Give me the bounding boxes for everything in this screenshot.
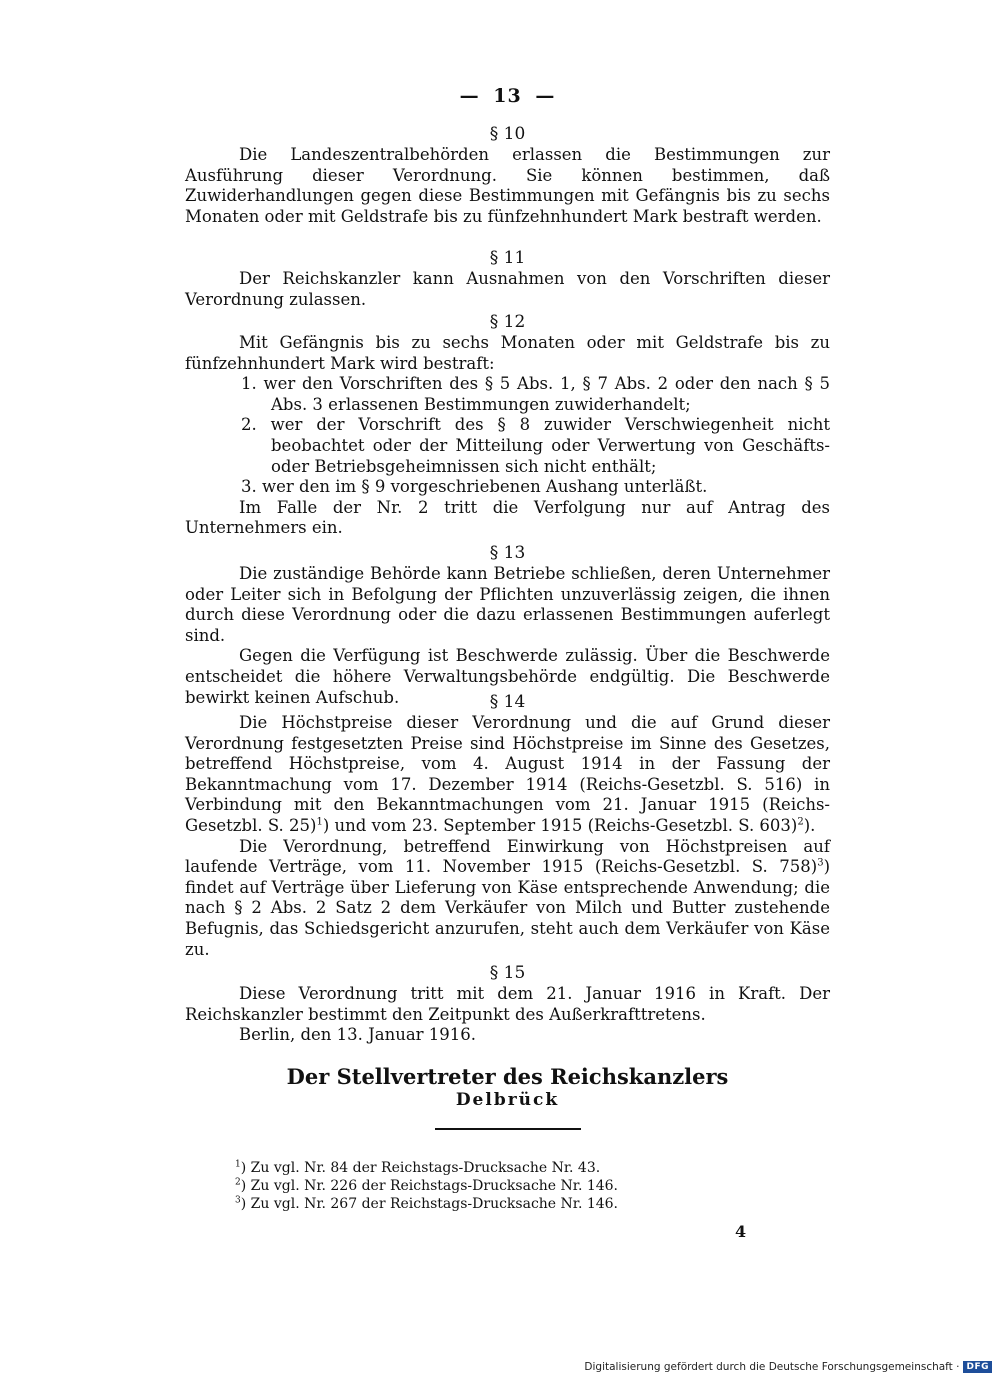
signer-name: Delbrück	[455, 1090, 560, 1110]
footnote	[235, 1178, 618, 1196]
text-run: ) findet auf Verträge über Lieferung von Käse entsprechende Anwendung; die nach § 2 Abs. 2 Satz 2 dem Verkäufer von Milch und Butter zustehende Befugnis, das Schiedsgericht anzurufen, steht auch dem Verkäufer von Käse zu.	[185, 857, 830, 959]
text-run: ) und vom 23. September 1915 (Reichs-Gesetzbl. S. 603)	[322, 815, 798, 835]
page-content	[185, 0, 830, 1383]
section-paragraph: Diese Verordnung tritt mit dem 21. Januar 1916 in Kraft. Der Reichskanzler bestimmt den Zeitpunkt des Außerkrafttretens.	[185, 984, 830, 1024]
section-heading: § 10	[489, 124, 526, 144]
list-item: 2. wer der Vorschrift des § 8 zuwider Verschwiegenheit nicht beobachtet oder der Mitteilung oder Verwertung von Geschäfts- oder Betriebsgeheimnissen sich nicht enthält;	[241, 415, 830, 476]
section-paragraph	[185, 837, 830, 961]
section-intro: Mit Gefängnis bis zu sechs Monaten oder mit Geldstrafe bis zu fünfzehnhundert Mark wird bestraft:	[185, 333, 830, 373]
section-paragraph: Gegen die Verfügung ist Beschwerde zulässig. Über die Beschwerde entscheidet die höhere Verwaltungsbehörde endgültig. Die Beschwerde bewirkt keinen Aufschub.	[185, 646, 830, 707]
section-paragraph: Die Landeszentralbehörden erlassen die Bestimmungen zur Ausführung dieser Verordnung. Sie können bestimmen, daß Zuwiderhandlungen gegen diese Bestimmungen mit Gefängnis bis zu sechs Monaten oder mit Geldstrafe bis zu fünfzehnhundert Mark bestraft werden.	[185, 145, 830, 226]
place-date: Berlin, den 13. Januar 1916.	[239, 1025, 477, 1045]
dfg-logo-icon: DFG	[963, 1361, 992, 1373]
text-run: ).	[803, 815, 816, 835]
page-number-header	[185, 86, 830, 107]
footnote	[235, 1196, 618, 1214]
section-12	[185, 311, 830, 539]
section-paragraph: Die zuständige Behörde kann Betriebe schließen, deren Unternehmer oder Leiter sich in Befolgung der Pflichten unzuverlässig zeigen, die ihnen durch diese Verordnung oder die dazu erlassenen Bestimmungen auferlegt sind.	[185, 564, 830, 645]
section-paragraph	[185, 713, 830, 837]
footnote-text: ) Zu vgl. Nr. 84 der Reichstags-Drucksache Nr. 43.	[240, 1160, 601, 1176]
section-13	[185, 542, 830, 708]
signer-title: Der Stellvertreter des Reichskanzlers	[286, 1064, 729, 1089]
dash-left: —	[459, 85, 480, 107]
page-number: 13	[493, 85, 522, 107]
signature-block	[185, 1064, 830, 1111]
list-item: 3. wer den im § 9 vorgeschriebenen Aushang unterläßt.	[241, 477, 708, 497]
section-heading: § 11	[489, 248, 526, 268]
text-run: Die Verordnung, betreffend Einwirkung von Höchstpreisen auf laufende Verträge, vom 11. November 1915 (Reichs-Gesetzbl. S. 758)	[185, 836, 830, 877]
section-14	[185, 691, 830, 960]
digitization-credit	[584, 1361, 992, 1373]
section-10	[185, 123, 830, 227]
footnote-mark: 3	[235, 1195, 241, 1206]
text-run: Die Höchstpreise dieser Verordnung und die auf Grund dieser Verordnung festgesetzten Preise sind Höchstpreise im Sinne des Gesetzes, betreffend Höchstpreise, vom 4. August 1914 in der Fassung der Bekanntmachung vom 17. Dezember 1914 (Reichs-Gesetzbl. S. 516) in Verbindung mit den Bekanntmachungen vom 21. Januar 1915 (Reichs-Gesetzbl. S. 25)	[185, 713, 830, 835]
footnote-ref: 1	[316, 816, 323, 828]
footnote-mark: 2	[235, 1177, 241, 1188]
section-closing: Im Falle der Nr. 2 tritt die Verfolgung nur auf Antrag des Unternehmers ein.	[185, 497, 830, 538]
section-heading: § 13	[489, 543, 526, 563]
section-paragraph: Der Reichskanzler kann Ausnahmen von den Vorschriften dieser Verordnung zulassen.	[185, 269, 830, 309]
section-11	[185, 247, 830, 310]
footnote	[235, 1160, 600, 1178]
footnote-text: ) Zu vgl. Nr. 226 der Reichstags-Drucksache Nr. 146.	[240, 1178, 619, 1194]
footnote-mark: 1	[235, 1159, 241, 1170]
footnote-ref: 3	[817, 857, 824, 869]
section-heading: § 15	[489, 963, 526, 983]
dash-right: —	[535, 85, 556, 107]
section-heading: § 14	[489, 692, 526, 712]
footnote-ref: 2	[797, 816, 804, 828]
list-item: 1. wer den Vorschriften des § 5 Abs. 1, § 7 Abs. 2 oder den nach § 5 Abs. 3 erlassenen Bestimmungen zuwiderhandelt;	[241, 374, 830, 414]
credit-text: Digitalisierung gefördert durch die Deutsche Forschungsgemeinschaft ·	[584, 1361, 960, 1373]
section-15	[185, 962, 830, 1046]
footnote-divider	[435, 1128, 581, 1130]
section-heading: § 12	[489, 312, 526, 332]
footnote-text: ) Zu vgl. Nr. 267 der Reichstags-Drucksache Nr. 146.	[240, 1196, 619, 1212]
sheet-signature: 4	[735, 1222, 747, 1241]
